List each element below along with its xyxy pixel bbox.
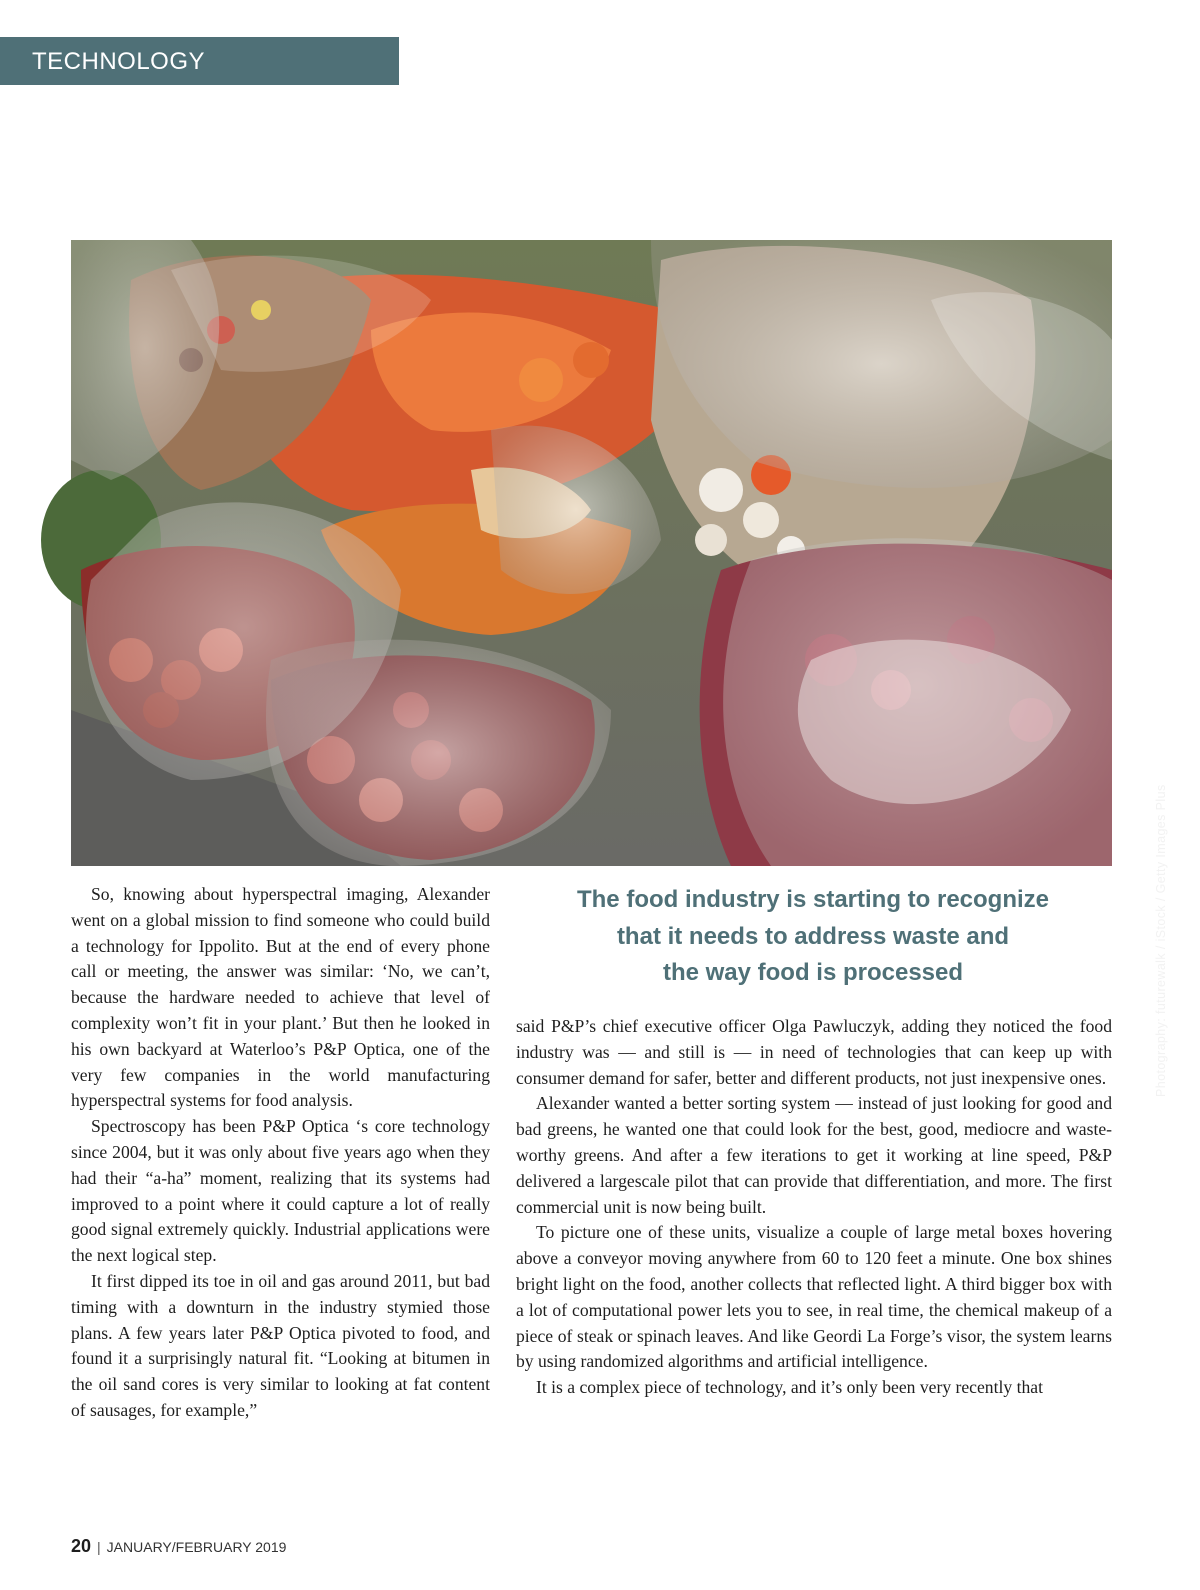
left-paragraph-2: Spectroscopy has been P&P Optica ‘s core technology since 2004, but it was only about five years ago when they had their “a-ha” moment, realizing that its systems had improved to a point where it could capture a lot of really good signal extremely quickly. Industrial applications were the next logical step. — [71, 1116, 490, 1266]
left-paragraph-3: It first dipped its toe in oil and gas around 2011, but bad timing with a downturn in the industry stymied those plans. A few years later P&P Optica pivoted to food, and found it a surprisingly natural fit. “Looking at bitumen in the oil sand cores is very similar to looking at fat content of sausages, for example,” — [71, 1270, 490, 1420]
photo-credit: Photography: futurewalk / iStock / Getty Images Plus — [1154, 784, 1168, 1097]
food-waste-bags-image — [71, 240, 1112, 866]
left-paragraph-1: So, knowing about hyperspectral imaging, Alexander went on a global mission to find someone who could build a technology for Ippolito. But at the end of every phone call or meeting, the answer was similar: ‘No, we can’t, because the hardware needed to achieve that level of complexity won’t fit in your plant.’ But then he looked in his own backyard at Waterloo’s P&P Optica, one of the very few companies in the world manufacturing hyperspectral systems for food analysis. — [71, 884, 490, 1111]
pull-quote-line-1: The food industry is starting to recognize — [576, 886, 1050, 913]
page-number: 20 — [71, 1536, 92, 1556]
right-paragraph-4: It is a complex piece of technology, and it’s only been very recently that — [536, 1377, 1043, 1398]
section-label: TECHNOLOGY — [0, 37, 399, 85]
pull-quote — [520, 882, 1106, 992]
left-column — [71, 882, 490, 1424]
page-footer — [71, 1536, 286, 1557]
right-paragraph-3: To picture one of these units, visualize a couple of large metal boxes hovering above a conveyor moving anywhere from 60 to 120 feet a minute. One box shines bright light on the food, another collects that reflected light. A third bigger box with a lot of computational power lets you to see, in real time, the chemical makeup of a piece of steak or spinach leaves. And like Geordi La Forge’s visor, the system learns by using randomized algorithms and artificial intelligence. — [516, 1222, 1112, 1372]
right-paragraph-2: Alexander wanted a better sorting system — instead of just looking for good and bad greens, he wanted one that could look for the best, good, mediocre and waste-worthy greens. And after a few iterations to get it working at line speed, P&P delivered a largescale pilot that can provide that differentiation, and more. The first commercial unit is now being built. — [516, 1093, 1112, 1217]
footer-separator: | — [97, 1539, 101, 1555]
issue-date: JANUARY/FEBRUARY 2019 — [106, 1539, 287, 1555]
right-column — [516, 1014, 1112, 1401]
right-paragraph-1: said P&P’s chief executive officer Olga Pawluczyk, adding they noticed the food industry was — and still is — in need of technologies that can keep up with consumer demand for safer, better and different products, not just inexpensive ones. — [516, 1016, 1112, 1088]
pull-quote-line-3: the way food is processed — [662, 959, 964, 986]
pull-quote-line-2: that it needs to address waste and — [616, 922, 1010, 950]
